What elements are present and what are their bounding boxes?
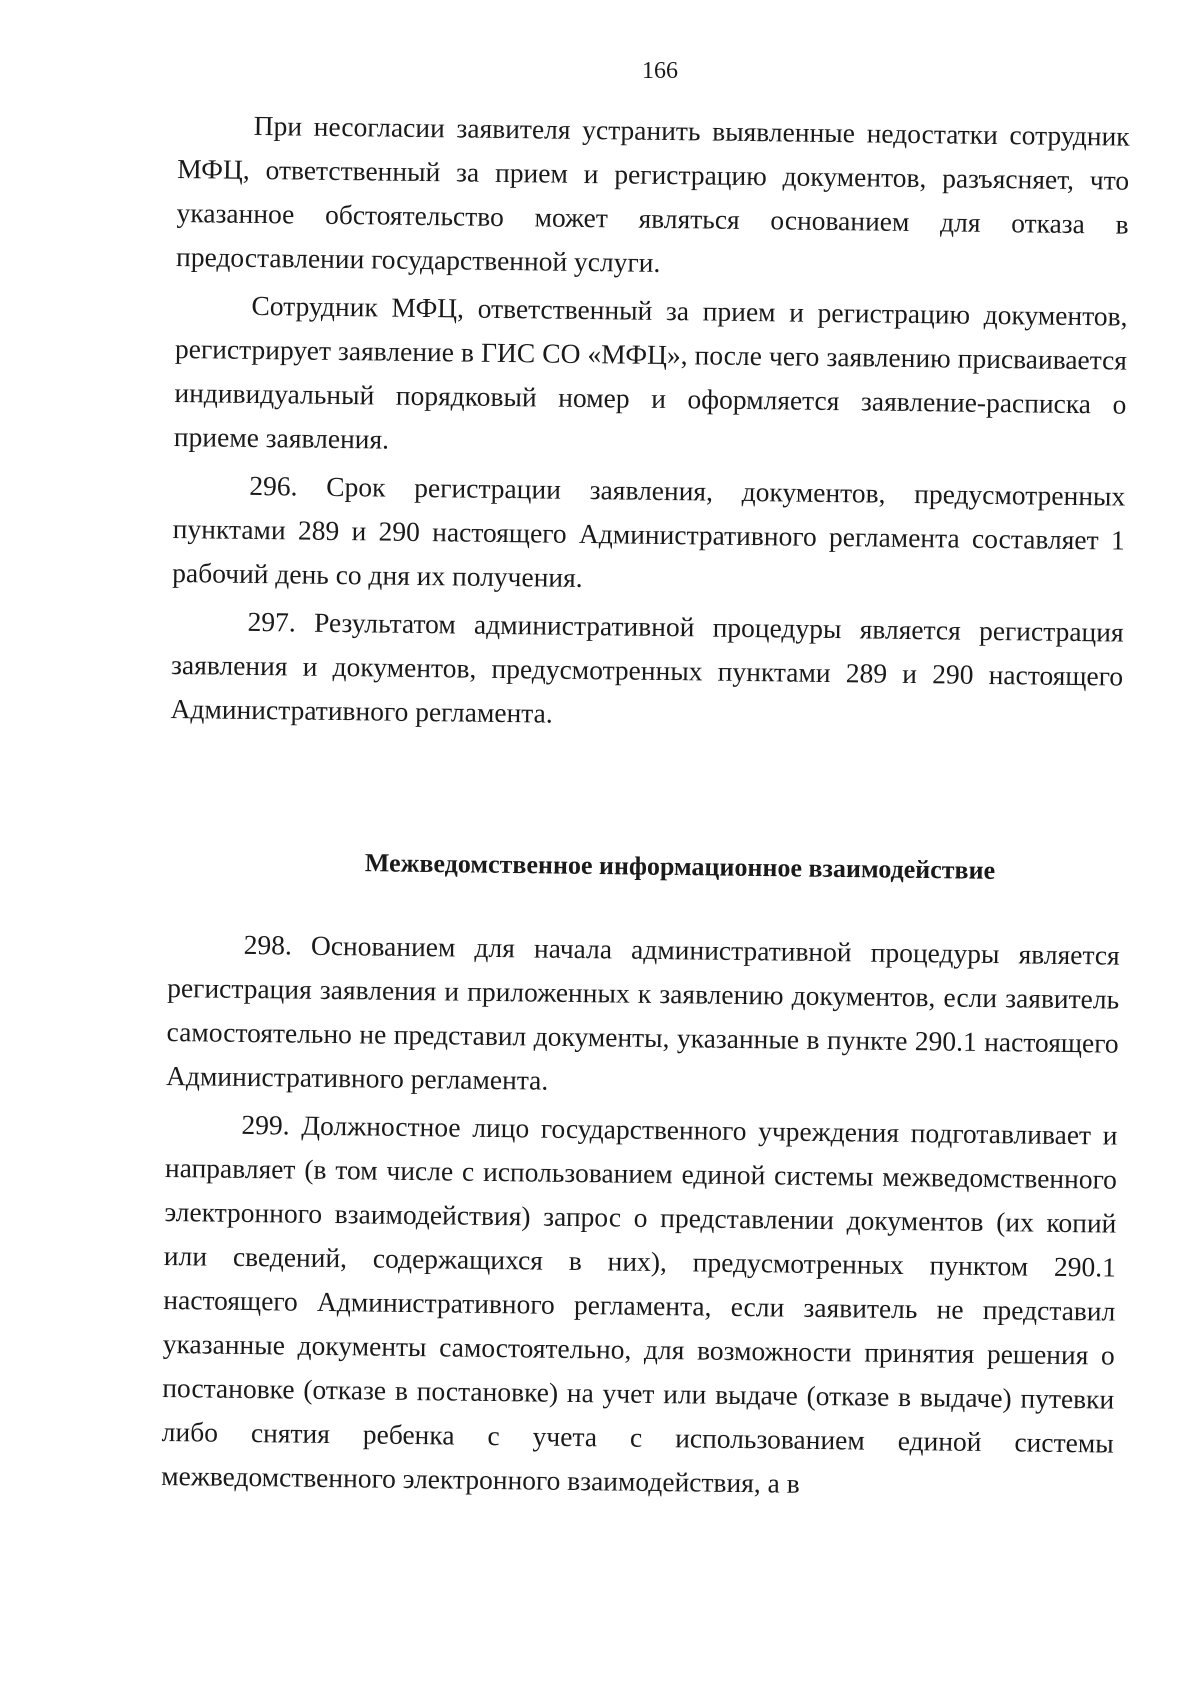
paragraph: 296. Срок регистрации заявления, документов, предусмотренных пунктами 289 и 290 настоящего Административного регламента составляет 1 рабочий день со дня их получения. (172, 469, 1126, 593)
paragraph: 298. Основанием для начала административной процедуры является регистрация заявления и приложенных к заявлению документов, если заявитель самостоятельно не представил документы, указанные в пункте 290.1 настоящего Административного регламента. (165, 928, 1120, 1096)
section-heading: Межведомственное информационное взаимодействие (364, 848, 996, 885)
text-block-interaction (161, 922, 1120, 1514)
paragraph: 299. Должностное лицо государственного учреждения подготавливает и направляет (в том числе с использованием единой системы межведомственного электронного взаимодействия) запрос о представлении документов (их копий или сведений, содержащихся в них), предусмотренных пунктом 290.1 настоящего Административного регламента, если заявитель не представил указанные документы самостоятельно, для возможности принятия решения о постановке (отказе в постановке) на учет или выдаче (отказе в выдаче) путевки либо снятия ребенка с учета с использованием единой системы межведомственного электронного взаимодействия, а в (161, 1108, 1118, 1499)
paragraph: 297. Результатом административной процедуры является регистрация заявления и документов, предусмотренных пунктами 289 и 290 настоящего Административного регламента. (170, 605, 1124, 729)
paragraph: Сотрудник МФЦ, ответственный за прием и регистрацию документов, регистрирует заявление в ГИС СО «МФЦ», после чего заявлению присваивается индивидуальный порядковый номер и оформляется заявление-расписка о приеме заявления. (173, 289, 1128, 455)
page-number: 166 (642, 58, 678, 84)
text-block-procedure (170, 103, 1130, 747)
paragraph: При несогласии заявителя устранить выявленные недостатки сотрудник МФЦ, ответственный за прием и регистрацию документов, разъясняет, что указанное обстоятельство может являться основанием для отказа в предоставлении государственной услуги. (175, 109, 1130, 278)
